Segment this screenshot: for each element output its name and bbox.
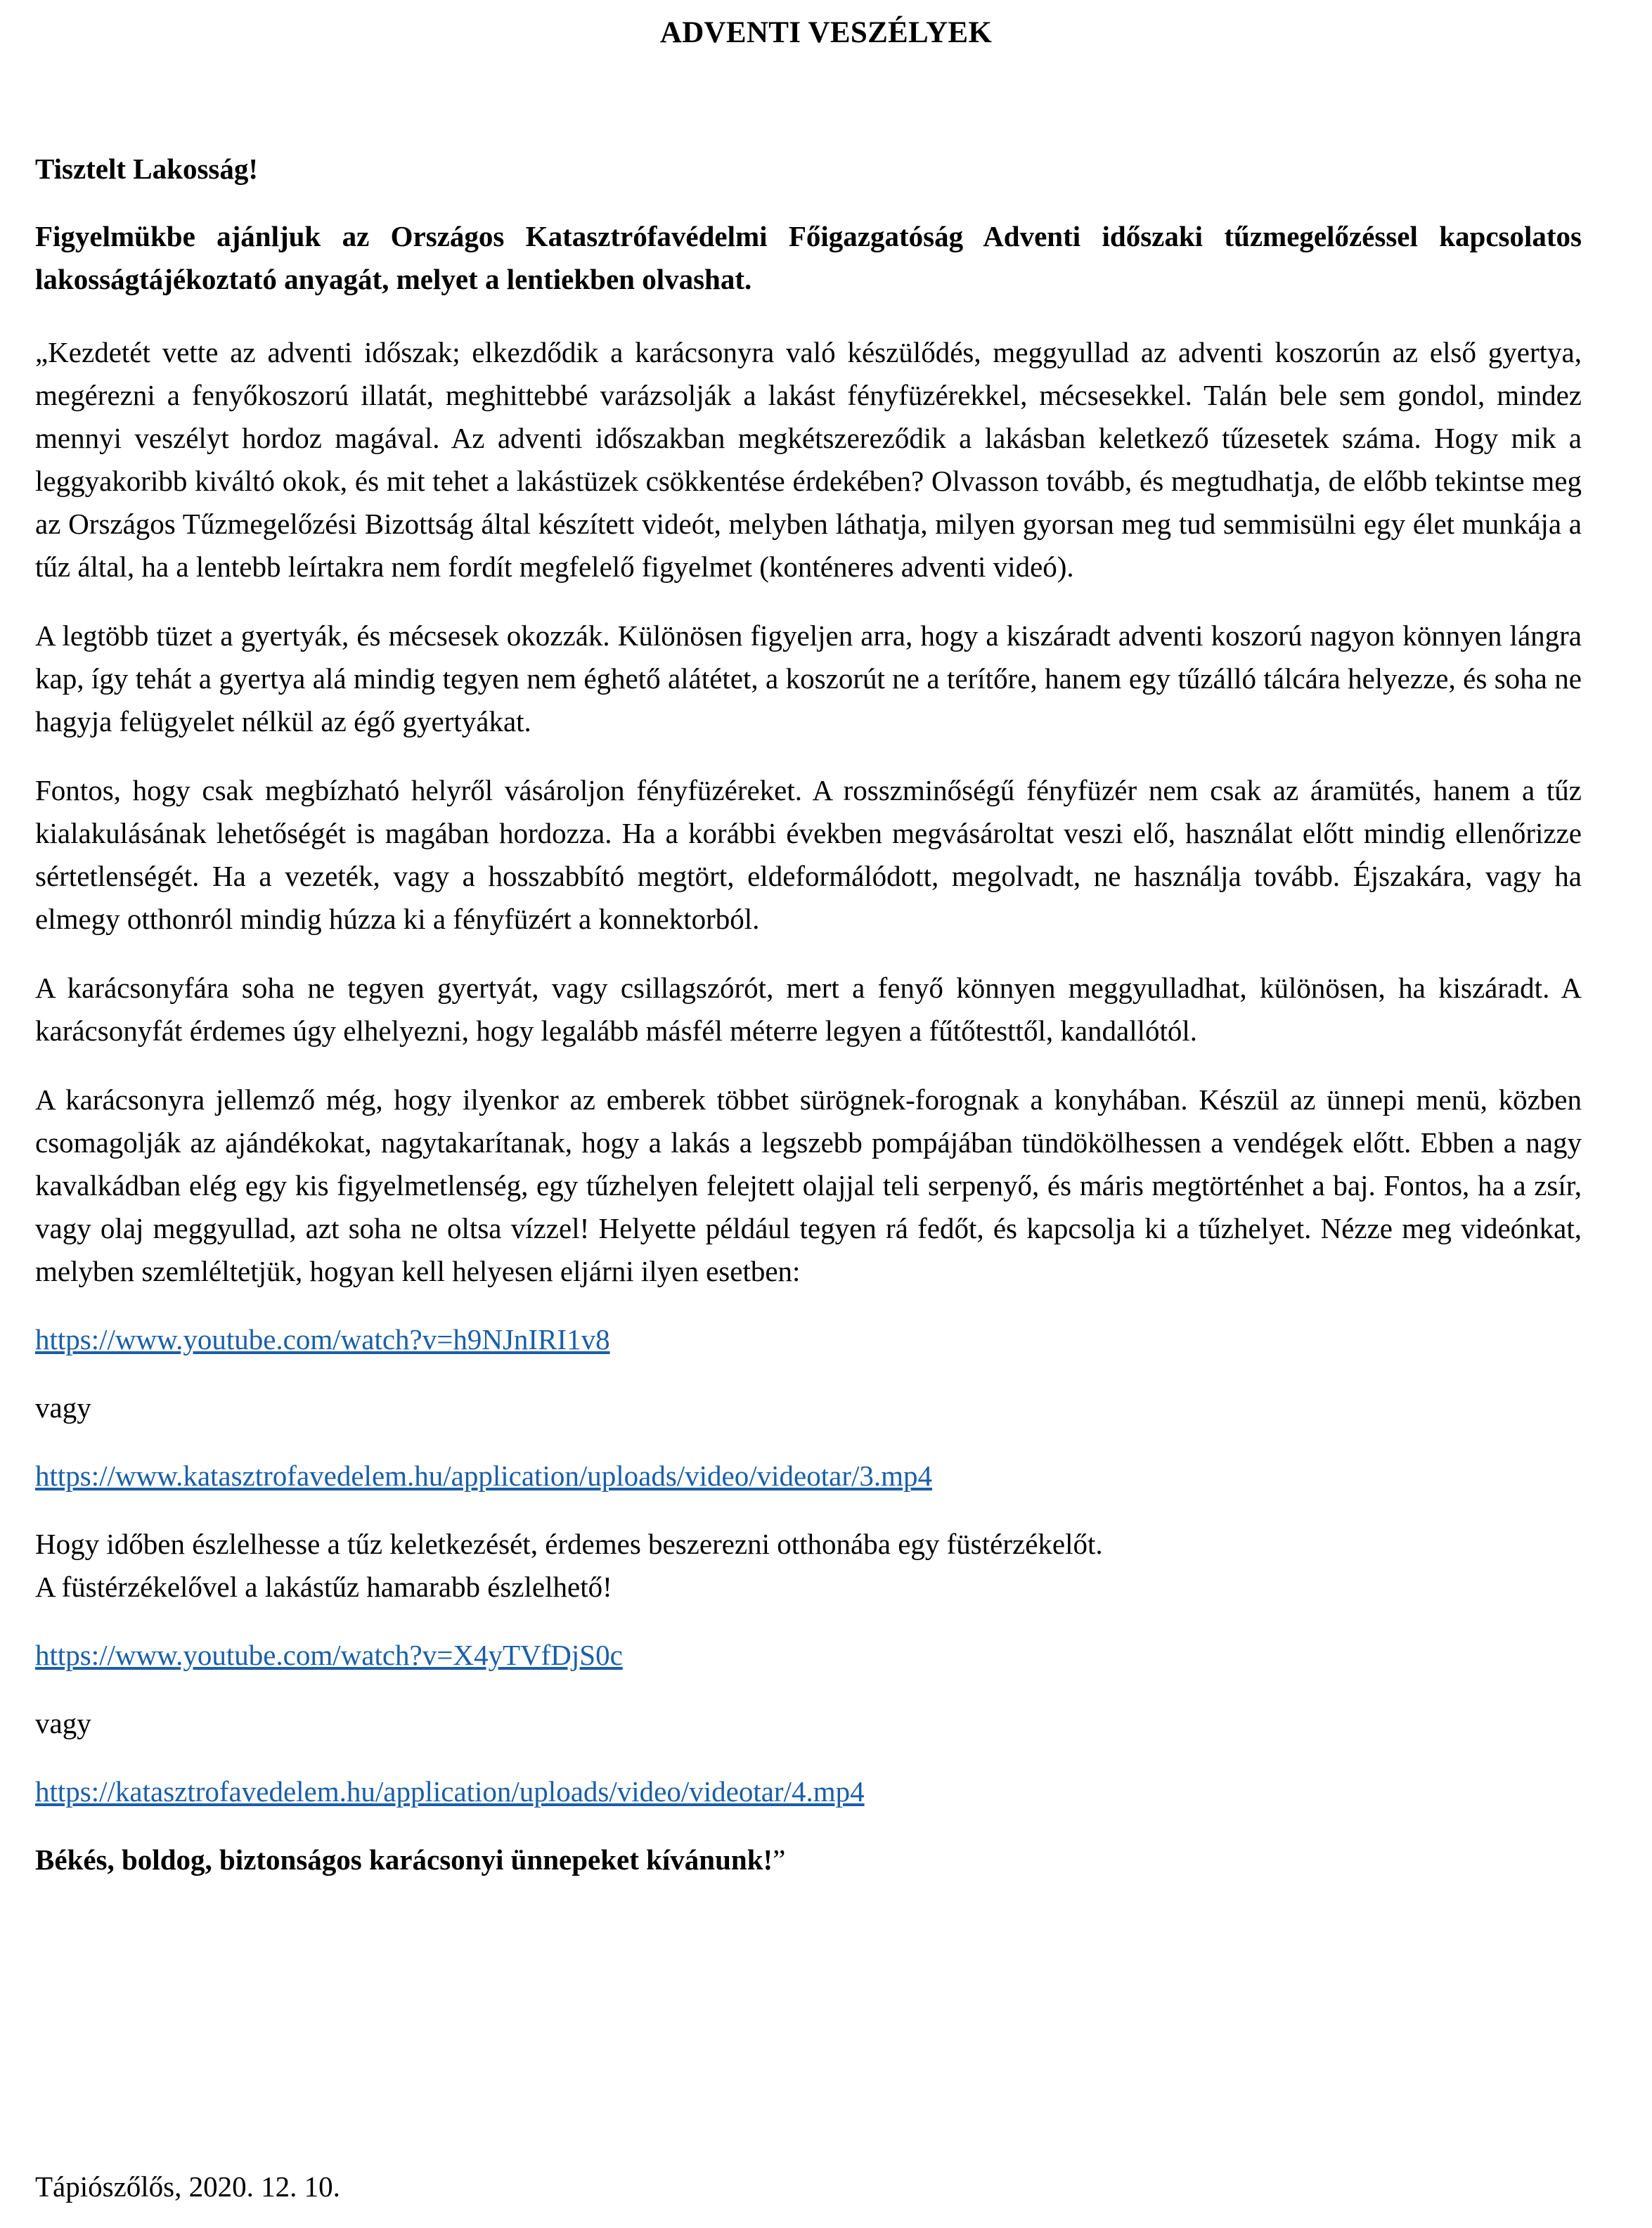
closing-wish	[35, 1839, 1582, 1881]
smoke-detector-block	[35, 1523, 1582, 1609]
paragraph-christmas-tree: A karácsonyfára soha ne tegyen gyertyát, vagy csillagszórót, mert a fenyő könnyen meggyulladhat, különösen, ha kiszáradt. A karácsonyfát érdemes úgy elhelyezni, hogy legalább másfél méterre legyen a fűtőtesttől, kandallótól.	[35, 972, 1582, 1047]
video-link-4[interactable]: https://katasztrofavedelem.hu/application/uploads/video/videotar/4.mp4	[35, 1775, 865, 1808]
closing-quote-mark: ”	[773, 1843, 786, 1876]
closing-wish-text: Békés, boldog, biztonságos karácsonyi ünnepeket kívánunk!	[35, 1843, 773, 1876]
or-word-1: vagy	[35, 1391, 91, 1424]
or-word-2: vagy	[35, 1707, 91, 1739]
smoke-detector-line-2: A füstérzékelővel a lakástűz hamarabb észlelhető!	[35, 1571, 612, 1603]
document-title: ADVENTI VESZÉLYEK	[659, 16, 993, 49]
document-body	[35, 148, 1582, 1881]
smoke-detector-line-1: Hogy időben észlelhesse a tűz keletkezését, érdemes beszerezni otthonába egy füstérzékelőt.	[35, 1528, 1103, 1560]
paragraph-kitchen: A karácsonyra jellemző még, hogy ilyenkor az emberek többet sürögnek-forognak a konyhában. Készül az ünnepi menü, közben csomagolják az ajándékokat, nagytakarítanak, hogy a lakás a legszebb pompájában tündökölhessen a vendégek előtt. Ebben a nagy kavalkádban elég egy kis figyelmetlenség, egy tűzhelyen felejtett olajjal teli serpenyő, és máris megtörténhet a baj. Fontos, ha a zsír, vagy olaj meggyullad, azt soha ne oltsa vízzel! Helyette például tegyen rá fedőt, és kapcsolja ki a tűzhelyet. Nézze meg videónkat, melyben szemléltetjük, hogyan kell helyesen eljárni ilyen esetben:	[35, 1083, 1582, 1287]
video-link-3[interactable]: https://www.katasztrofavedelem.hu/application/uploads/video/videotar/3.mp4	[35, 1460, 933, 1492]
salutation: Tisztelt Lakosság!	[35, 153, 259, 185]
paragraph-light-strings: Fontos, hogy csak megbízható helyről vásároljon fényfüzéreket. A rosszminőségű fényfüzér nem csak az áramütés, hanem a tűz kialakulásának lehetőségét is magában hordozza. Ha a korábbi években megvásároltat veszi elő, használat előtt mindig ellenőrizze sértetlenségét. Ha a vezeték, vagy a hosszabbító megtört, eldeformálódott, megolvadt, ne használja tovább. Éjszakára, vagy ha elmegy otthonról mindig húzza ki a fényfüzért a konnektorból.	[35, 774, 1582, 935]
paragraph-advent-intro: „Kezdetét vette az adventi időszak; elkezdődik a karácsonyra való készülődés, meggyullad az adventi koszorún az első gyertya, megérezni a fenyőkoszorú illatát, meghittebbé varázsolják a lakást fényfüzérekkel, mécsesekkel. Talán bele sem gondol, mindez mennyi veszélyt hordoz magával. Az adventi időszakban megkétszereződik a lakásban keletkező tűzesetek száma. Hogy mik a leggyakoribb kiváltó okok, és mit tehet a lakástüzek csökkentése érdekében? Olvasson tovább, és megtudhatja, de előbb tekintse meg az Országos Tűzmegelőzési Bizottság által készített videót, melyben láthatja, milyen gyorsan meg tud semmisülni egy élet munkája a tűz által, ha a lentebb leírtakra nem fordít megfelelő figyelmet (konténeres adventi videó).	[35, 336, 1582, 583]
intro-paragraph: Figyelmükbe ajánljuk az Országos Katasztrófavédelmi Főigazgatóság Adventi időszaki tűzmegelőzéssel kapcsolatos lakosságtájékoztató anyagát, melyet a lentiekben olvashat.	[35, 220, 1582, 295]
youtube-link-1[interactable]: https://www.youtube.com/watch?v=h9NJnIRI1v8	[35, 1323, 610, 1356]
paragraph-candles: A legtöbb tüzet a gyertyák, és mécsesek okozzák. Különösen figyeljen arra, hogy a kiszáradt adventi koszorú nagyon könnyen lángra kap, így tehát a gyertya alá mindig tegyen nem éghető alátétet, a koszorút ne a terítőre, hanem egy tűzálló tálcára helyezze, és soha ne hagyja felügyelet nélkül az égő gyertyákat.	[35, 619, 1582, 738]
youtube-link-2[interactable]: https://www.youtube.com/watch?v=X4yTVfDjS0c	[35, 1639, 623, 1671]
place-and-date: Tápiószőlős, 2020. 12. 10.	[35, 2170, 340, 2203]
